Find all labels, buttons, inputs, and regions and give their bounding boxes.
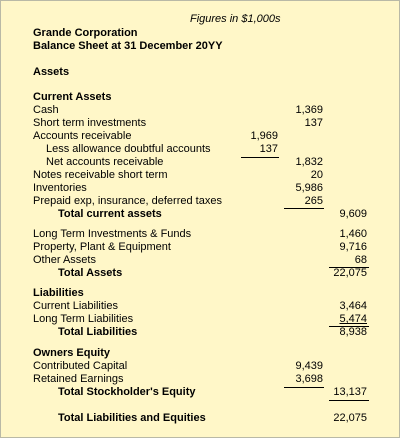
row-label: Contributed Capital [33,360,128,372]
row-value: 8,938 [339,326,367,338]
row-label: Long Term Investments & Funds [33,228,192,240]
row-value: 265 [304,195,323,207]
row-long-term-investments [1,228,399,241]
row-label: Long Term Liabilities [33,313,134,325]
row-value: 9,609 [339,208,367,220]
row-label: Property, Plant & Equipment [33,241,171,253]
row-value: 13,137 [333,386,367,398]
row-value: 1,832 [295,156,323,168]
equity-heading-row [1,347,399,360]
row-other-assets [1,254,399,267]
row-net-receivable [1,156,399,169]
row-accounts-receivable [1,130,399,143]
row-value: 5,474 [339,313,367,325]
row-value: 22,075 [333,267,367,279]
row-grand-total [1,412,399,425]
row-total-assets [1,267,399,280]
subtotal-underline [329,400,369,401]
row-label: Total Liabilities [58,326,138,338]
row-label: Total Assets [58,267,123,279]
row-label: Less allowance doubtful accounts [46,143,211,155]
assets-heading-row [1,66,399,79]
row-label: Inventories [33,182,87,194]
row-label: Accounts receivable [33,130,132,142]
row-contributed-capital [1,360,399,373]
row-label: Cash [33,104,59,116]
company-name: Grande Corporation [33,27,138,39]
equity-heading: Owners Equity [33,347,111,359]
row-value: 20 [310,169,323,181]
row-label: Total Stockholder's Equity [58,386,196,398]
row-total-equity [1,386,399,399]
liabilities-heading-row [1,287,399,300]
current-assets-heading: Current Assets [33,91,112,103]
row-notes-receivable [1,169,399,182]
row-current-liabilities [1,300,399,313]
row-inventories [1,182,399,195]
row-value: 9,439 [295,360,323,372]
row-short-term-investments [1,117,399,130]
row-label: Current Liabilities [33,300,118,312]
row-retained-earnings [1,373,399,386]
row-value: 1,369 [295,104,323,116]
row-value: 1,969 [250,130,278,142]
row-value: 68 [354,254,367,266]
row-value: 1,460 [339,228,367,240]
row-label: Total Liabilities and Equities [58,412,206,424]
row-value: 5,986 [295,182,323,194]
row-total-current-assets [1,208,399,221]
row-value: 3,698 [295,373,323,385]
row-label: Total current assets [58,208,162,220]
figures-note: Figures in $1,000s [190,13,281,25]
row-value: 137 [304,117,323,129]
row-ppe [1,241,399,254]
current-assets-heading-row [1,91,399,104]
row-allowance [1,143,399,156]
row-label: Notes receivable short term [33,169,168,181]
row-total-liabilities [1,326,399,339]
row-label: Other Assets [33,254,96,266]
row-label: Prepaid exp, insurance, deferred taxes [33,195,222,207]
row-label: Short term investments [33,117,147,129]
statement-title: Balance Sheet at 31 December 20YY [33,40,223,52]
assets-heading: Assets [33,66,70,78]
liabilities-heading: Liabilities [33,287,84,299]
row-label: Retained Earnings [33,373,124,385]
row-value: 137 [259,143,278,155]
row-cash [1,104,399,117]
row-value: 9,716 [339,241,367,253]
row-prepaid [1,195,399,208]
row-label: Net accounts receivable [46,156,164,168]
row-value: 3,464 [339,300,367,312]
row-value: 22,075 [333,412,367,424]
row-long-term-liabilities [1,313,399,326]
